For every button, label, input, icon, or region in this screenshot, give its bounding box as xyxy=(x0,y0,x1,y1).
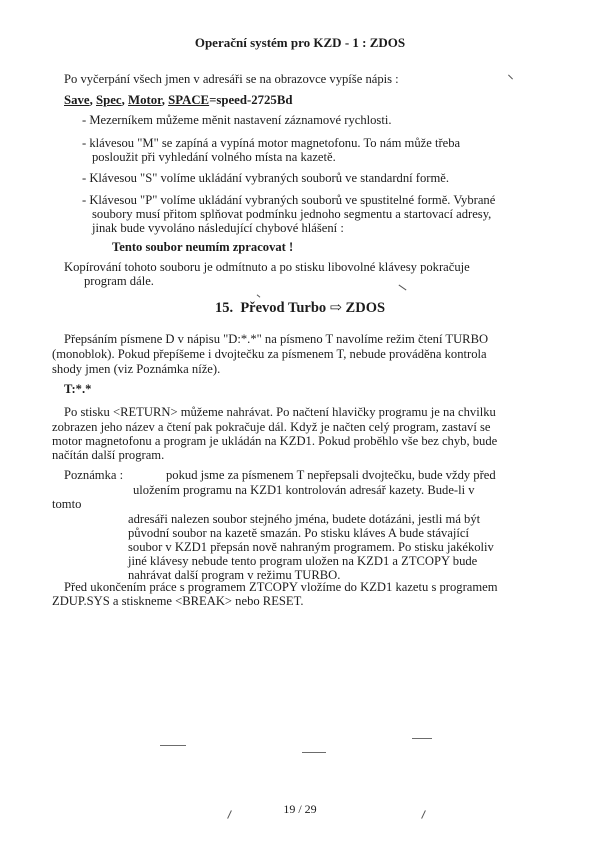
bullet-line: posloužit při vyhledání volného místa na kazetě. xyxy=(92,150,336,164)
note-line: soubor v KZD1 přepsán nově nahraným programem. Po stisku jakékoliv xyxy=(128,540,494,554)
paragraph-line: Přepsáním písmene D v nápisu "D:*.*" na písmeno T navolíme režim čtení TURBO xyxy=(64,332,489,346)
scan-mark xyxy=(302,752,326,753)
final-line: Před ukončením práce s programem ZTCOPY vložíme do KZD1 kazetu s programem xyxy=(64,580,498,594)
paragraph-line: (monoblok). Pokud přepíšeme i dvojtečku za písmenem T, nebude prováděna kontrola xyxy=(52,347,487,361)
note-line: nahrávat další program v režimu TURBO. xyxy=(128,568,341,582)
section-heading xyxy=(0,301,600,315)
page-header: Operační systém pro KZD - 1 : ZDOS xyxy=(194,35,406,50)
section-number: 15. xyxy=(214,300,234,316)
status-speed: =speed-2725Bd xyxy=(209,93,293,107)
intro-text: Po vyčerpání všech jmen v adresáři se na obrazovce vypíše nápis : xyxy=(64,72,399,86)
scan-mark xyxy=(160,745,186,746)
note-label: Poznámka : xyxy=(64,468,124,482)
paragraph-line: motor magnetofonu a program je ukládán na KZD1. Pokud proběhlo vše bez chyb, bude xyxy=(52,434,498,448)
scan-mark xyxy=(399,285,407,291)
section-title-b: ZDOS xyxy=(345,300,386,316)
arrow-icon: ⇨ xyxy=(329,300,342,316)
bullet-line: - klávesou "M" se zapíná a vypíná motor magnetofonu. To nám může třeba xyxy=(82,136,461,150)
status-line: Save, Spec, Motor, SPACE=speed-2725Bd xyxy=(64,93,293,107)
copy-note-line: program dále. xyxy=(84,274,154,288)
page-number: 19 / 29 xyxy=(283,802,317,816)
bullet-line: jinak bude vyvoláno následující chybové hlášení : xyxy=(92,221,344,235)
note-line: tomto xyxy=(52,497,82,511)
note-line: pokud jsme za písmenem T nepřepsali dvojtečku, bude vždy před xyxy=(166,468,496,482)
bullet-line: - Klávesou "S" volíme ukládání vybraných souborů ve standardní formě. xyxy=(82,171,450,185)
status-motor: Motor xyxy=(128,93,162,107)
status-space: SPACE xyxy=(168,93,210,107)
scan-mark xyxy=(508,75,513,80)
status-save: Save xyxy=(64,93,90,107)
final-line: ZDUP.SYS a stiskneme <BREAK> nebo RESET. xyxy=(52,594,304,608)
bullet-line: - Klávesou "P" volíme ukládání vybraných souborů ve spustitelné formě. Vybrané xyxy=(82,193,496,207)
paragraph-line: načítán další program. xyxy=(52,448,165,462)
scan-mark xyxy=(412,738,432,739)
copy-note-line: Kopírování tohoto souboru je odmítnuto a po stisku libovolné klávesy pokračuje xyxy=(64,260,470,274)
error-message: Tento soubor neumím zpracovat ! xyxy=(112,240,294,254)
bullet-line: soubory musí přitom splňovat podmínku jednoho segmentu a startovací adresy, xyxy=(92,207,492,221)
bullet-line: - Mezerníkem můžeme měnit nastavení záznamové rychlosti. xyxy=(82,113,392,127)
note-line: uložením programu na KZD1 kontrolován adresář kazety. Bude-li v xyxy=(133,483,475,497)
note-line: jiné klávesy nebude tento program uložen na KZD1 a ZTCOPY bude xyxy=(128,554,478,568)
status-spec: Spec xyxy=(96,93,122,107)
section-title-a: Převod Turbo xyxy=(240,300,327,316)
paragraph-line: Po stisku <RETURN> můžeme nahrávat. Po načtení hlavičky programu je na chvilku xyxy=(64,405,496,419)
note-line: původní soubor na kazetě smazán. Po stisku kláves A bude stávající xyxy=(128,526,470,540)
paragraph-line: shody jmen (viz Poznámka níže). xyxy=(52,362,221,376)
note-line: adresáři nalezen soubor stejného jména, budete dotázáni, jestli má být xyxy=(128,512,481,526)
turbo-mask: T:*.* xyxy=(64,382,92,396)
scan-mark xyxy=(257,294,261,297)
paragraph-line: zobrazen jeho název a čtení pak pokračuje dál. Když je načten celý program, zastaví se xyxy=(52,420,491,434)
